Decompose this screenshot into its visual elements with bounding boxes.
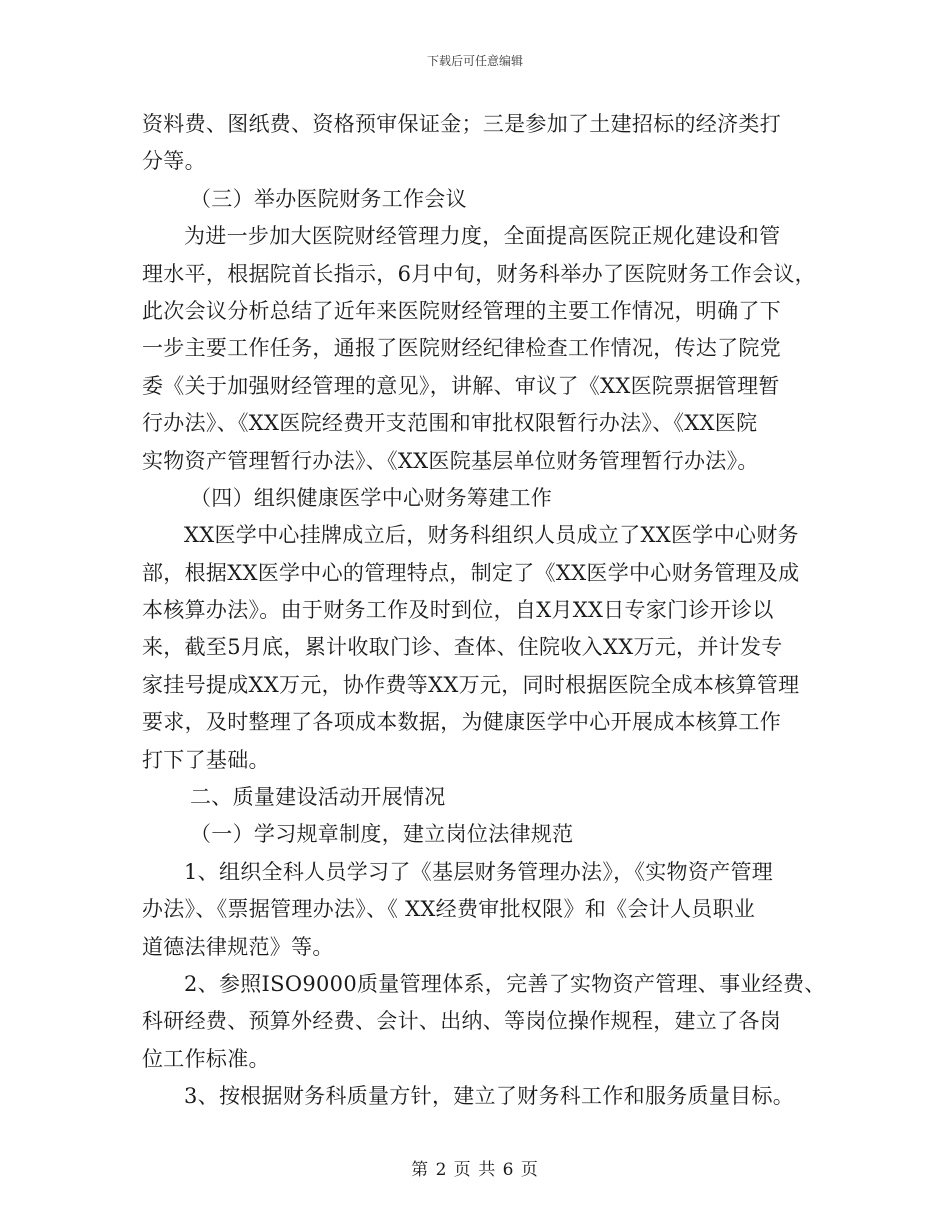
text-line: 本核算办法》。由于财务工作及时到位，自X月XX日专家门诊开诊以 — [142, 598, 774, 623]
text-line: 科研经费、预算外经费、会计、出纳、等岗位操作规程，建立了各岗 — [142, 1009, 781, 1034]
document-body — [142, 106, 832, 1116]
text-line: 此次会议分析总结了近年来医院财经管理的主要工作情况，明确了下 — [142, 298, 781, 323]
text-line: 分等。 — [142, 149, 206, 174]
section-heading: 二、质量建设活动开展情况 — [190, 785, 446, 810]
text-line: 位工作标准。 — [142, 1046, 270, 1071]
text-line: 1、组织全科人员学习了《基层财务管理办法》，《实物资产管理 — [184, 859, 774, 884]
text-line: 部，根据XX医学中心的管理特点，制定了《XX医学中心财务管理及成 — [142, 560, 800, 585]
text-line: 实物资产管理暂行办法》、《XX医院基层单位财务管理暂行办法》。 — [142, 448, 759, 473]
section-heading: （一）学习规章制度，建立岗位法律规范 — [190, 822, 574, 847]
text-line: 行办法》、《XX医院经费开支范围和审批权限暂行办法》、《XX医院 — [142, 411, 758, 436]
text-line: 来，截至5月底，累计收取门诊、查体、住院收入XX万元，并计发专 — [142, 635, 783, 660]
text-line: XX医学中心挂牌成立后，财务科组织人员成立了XX医学中心财务 — [184, 523, 799, 548]
section-heading: （三）举办医院财务工作会议 — [190, 186, 467, 211]
text-line: 道德法律规范》等。 — [142, 934, 334, 959]
text-line: 2、参照ISO9000质量管理体系，完善了实物资产管理、事业经费、 — [184, 971, 826, 996]
text-line: 要求，及时整理了各项成本数据，为健康医学中心开展成本核算工作 — [142, 710, 781, 735]
text-line: 委《关于加强财经管理的意见》，讲解、审议了《XX医院票据管理暂 — [142, 373, 780, 398]
text-line: 资料费、图纸费、资格预审保证金；三是参加了土建招标的经济类打 — [142, 112, 781, 136]
text-line: 理水平，根据院首长指示，6月中旬，财务科举办了医院财务工作会议， — [142, 261, 816, 286]
text-line: 为进一步加大医院财经管理力度，全面提高医院正规化建设和管 — [184, 224, 781, 249]
section-heading: （四）组织健康医学中心财务筹建工作 — [190, 485, 553, 510]
text-line: 打下了基础。 — [142, 747, 270, 772]
text-line: 办法》、《票据管理办法》、《 XX经费审批权限》和《会计人员职业 — [142, 897, 756, 922]
page-footer: 第 2 页 共 6 页 — [411, 1160, 539, 1180]
text-line: 家挂号提成XX万元，协作费等XX万元，同时根据医院全成本核算管理 — [142, 672, 800, 697]
text-line: 3、按根据财务科质量方针，建立了财务科工作和服务质量目标。 — [184, 1084, 795, 1109]
text-line: 一步主要工作任务，通报了医院财经纪律检查工作情况，传达了院党 — [142, 336, 781, 361]
page-header: 下载后可任意编辑 — [426, 54, 523, 68]
